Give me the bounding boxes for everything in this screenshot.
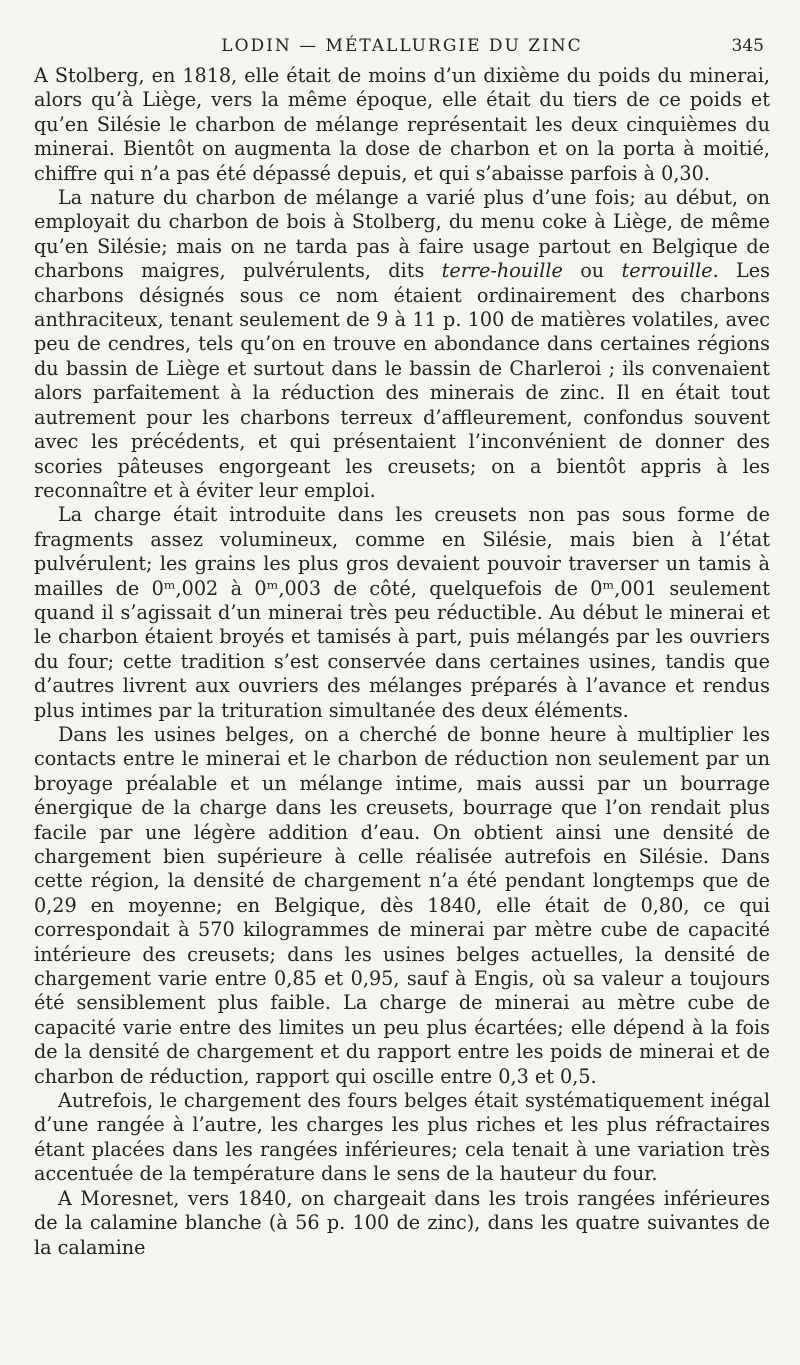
italic-term-terrouille: terrouille [621, 259, 713, 283]
running-header [34, 36, 770, 64]
paragraph-6: A Moresnet, vers 1840, on chargeait dans les trois rangées inférieures de la calamine blanche (à 56 p. 100 de zinc), dans les quatre suivantes de la calamine [34, 1186, 770, 1259]
running-title: LODIN — MÉTALLURGIE DU ZINC [221, 36, 583, 56]
paragraph-2-text-c: . Les charbons désignés sous ce nom étaient ordinairement des charbons anthraciteux, tenant seulement de 9 à 11 p. 100 de matières volatiles, avec peu de cendres, tels qu’on en trouve en abondance dans certaines régions du bassin de Liège et surtout dans le bassin de Charleroi ; ils convenaient alors parfaitement à la réduction des minerais de zinc. Il en était tout autrement pour les charbons terreux d’affleurement, confondus souvent avec les précédents, et qui présentaient l’inconvénient de donner des scories pâteuses engorgeant les creusets; on a bientôt appris à les reconnaître et à éviter leur emploi. [34, 259, 770, 502]
paragraph-4: Dans les usines belges, on a cherché de bonne heure à multiplier les contacts entre le minerai et le charbon de réduction non seulement par un broyage préalable et un mélange intime, mais aussi par un bourrage énergique de la charge dans les creusets, bourrage que l’on rendait plus facile par une légère addition d’eau. On obtient ainsi une densité de chargement bien supérieure à celle réalisée autrefois en Silésie. Dans cette région, la densité de chargement n’a été pendant longtemps que de 0,29 en moyenne; en Belgique, dès 1840, elle était de 0,80, ce qui correspondait à 570 kilogrammes de minerai par mètre cube de capacité intérieure des creusets; dans les usines belges actuelles, la densité de chargement varie entre 0,85 et 0,95, sauf à Engis, où sa valeur a toujours été sensiblement plus faible. La charge de minerai au mètre cube de capacité varie entre des limites un peu plus écartées; elle dépend à la fois de la densité de chargement et du rapport entre les poids de minerai et de charbon de réduction, rapport qui oscille entre 0,3 et 0,5. [34, 722, 770, 1088]
italic-term-terre-houille: terre-houille [441, 259, 563, 283]
page-number: 345 [731, 36, 764, 56]
paragraph-5: Autrefois, le chargement des fours belges était systématiquement inégal d’une rangée à l’autre, les charges les plus riches et les plus réfractaires étant placées dans les rangées inférieures; cela tenait à une variation très accentuée de la température dans le sens de la hauteur du four. [34, 1089, 770, 1186]
paragraph-3: La charge était introduite dans les creusets non pas sous forme de fragments assez volumineux, comme en Silésie, mais bien à l’état pulvérulent; les grains les plus gros devaient pouvoir traverser un tamis à mailles de 0ᵐ,002 à 0ᵐ,003 de côté, quelquefois de 0ᵐ,001 seulement quand il s’agissait d’un minerai très peu réductible. Au début le minerai et le charbon étaient broyés et tamisés à part, puis mélangés par les ouvriers du four; cette tradition s’est conservée dans certaines usines, tandis que d’autres livrent aux ouvriers des mélanges préparés à l’avance et rendus plus intimes par la trituration simultanée des deux éléments. [34, 503, 770, 722]
paragraph-2-text-b: ou [562, 259, 622, 283]
paragraph-1: A Stolberg, en 1818, elle était de moins d’un dixième du poids du minerai, alors qu’à Liège, vers la même époque, elle était du tiers de ce poids et qu’en Silésie le charbon de mélange représentait les deux cinquièmes du minerai. Bientôt on augmenta la dose de charbon et on la porta à moitié, chiffre qui n’a pas été dépassé depuis, et qui s’abaisse parfois à 0,30. [34, 64, 770, 185]
paragraph-2 [34, 186, 770, 503]
paragraph-2-text-a: La nature du charbon de mélange a varié plus d’une fois; au début, on employait du charbon de bois à Stolberg, du menu coke à Liège, de même qu’en Silésie; mais on ne tarda pas à faire usage partout en Belgique de charbons maigres, pulvérulents, dits [34, 186, 770, 283]
